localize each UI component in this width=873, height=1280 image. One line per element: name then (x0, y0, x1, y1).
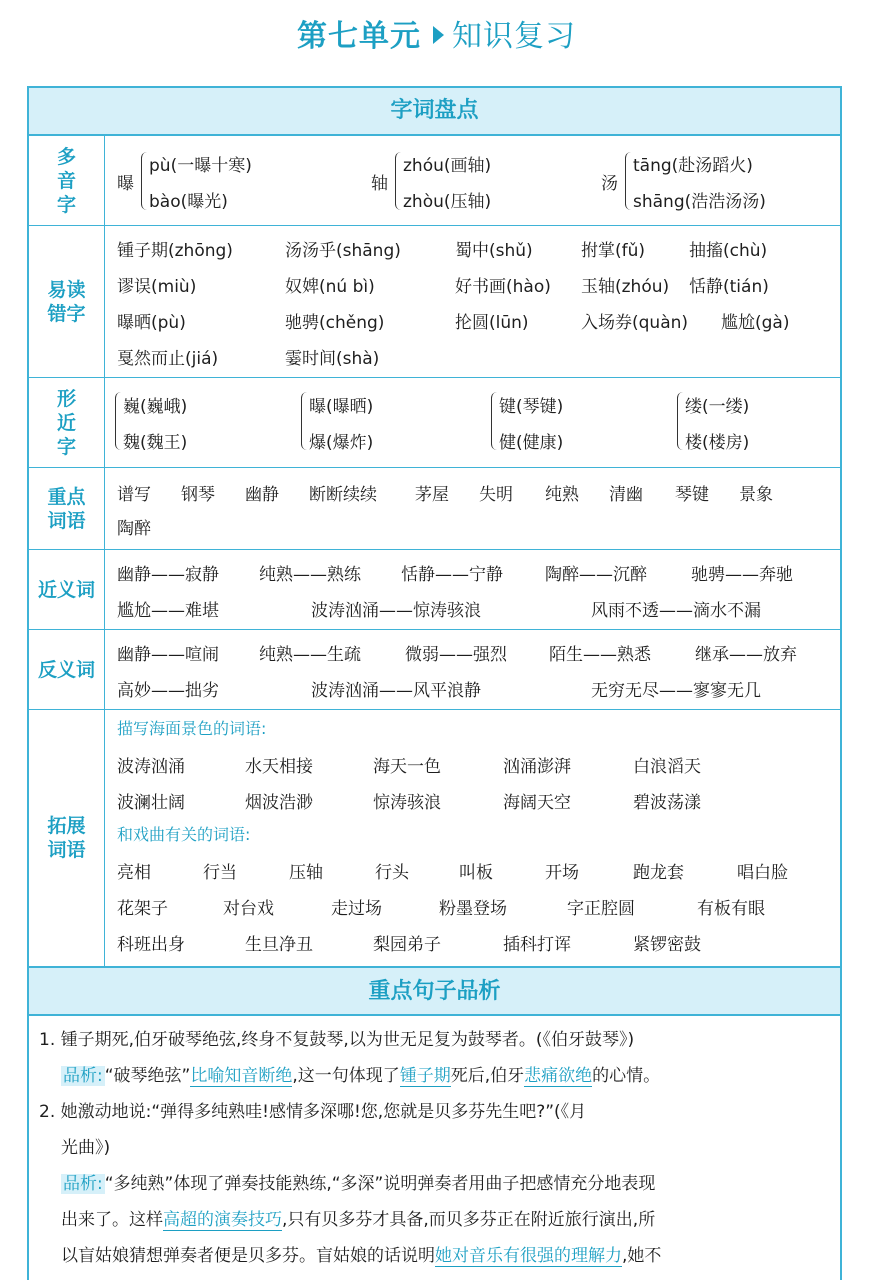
opera-word: 梨园弟子 (373, 935, 441, 955)
misread-item: 谬误(miù) (117, 277, 197, 297)
opera-word: 开场 (545, 863, 579, 883)
misread-item: 戛然而止(jiá) (117, 349, 219, 369)
opera-word: 字正腔圆 (567, 899, 635, 919)
opera-word: 对台戏 (223, 899, 274, 919)
opera-word: 科班出身 (117, 935, 185, 955)
keyword: 陶醉 (117, 519, 151, 539)
brace-icon (395, 152, 401, 210)
section-header-sentences: 重点句子品析 (29, 966, 840, 1016)
keyword: 幽静 (245, 485, 279, 505)
synonym-pair: 纯熟——熟练 (259, 565, 361, 585)
antonym-pair: 高妙——拙劣 (117, 681, 219, 701)
antonym-pair: 纯熟——生疏 (259, 645, 361, 665)
misread-item: 曝晒(pù) (117, 313, 186, 333)
misread-item: 恬静(tián) (689, 277, 769, 297)
sea-word: 波涛汹涌 (117, 757, 185, 777)
similar-char: 曝(曝晒) (309, 397, 374, 417)
antonym-pair: 波涛汹涌——风平浪静 (311, 681, 481, 701)
brace-icon (301, 392, 307, 450)
row-antonyms (29, 630, 840, 710)
synonym-pair: 风雨不透——滴水不漏 (591, 601, 761, 621)
row-synonyms (29, 550, 840, 630)
similar-content (115, 378, 830, 467)
misread-content (115, 226, 830, 377)
page-header (0, 8, 873, 66)
sentence-1: 1. 锺子期死,伯牙破琴绝弦,终身不复鼓琴,以为世无足复为鼓琴者。(《伯牙鼓琴》) (39, 1030, 635, 1050)
brace-icon (491, 392, 497, 450)
highlight: 高超的演奏技巧 (163, 1210, 282, 1230)
synonym-pair: 幽静——寂静 (117, 565, 219, 585)
opera-word: 叫板 (459, 863, 493, 883)
highlight: 她对音乐有很强的理解力 (435, 1246, 622, 1266)
row-label-synonyms: 近义词 (29, 550, 105, 629)
poly-reading: tāng(赴汤蹈火) (633, 156, 753, 176)
highlight: 悲痛欲绝 (524, 1066, 593, 1086)
opera-word: 生旦净丑 (245, 935, 313, 955)
misread-item: 汤汤乎(shāng) (285, 241, 401, 261)
opera-word: 花架子 (117, 899, 168, 919)
similar-char: 健(健康) (499, 433, 564, 453)
antonym-pair: 继承——放弃 (695, 645, 797, 665)
antonym-pair: 无穷无尽——寥寥无几 (591, 681, 761, 701)
misread-item: 抽搐(chù) (689, 241, 768, 261)
brace-icon (625, 152, 631, 210)
section-header-vocabulary: 字词盘点 (29, 88, 840, 136)
row-keywords (29, 468, 840, 550)
poly-char: 汤 (601, 174, 618, 194)
poly-reading: pù(一曝十寒) (149, 156, 252, 176)
opera-word: 亮相 (117, 863, 151, 883)
brace-icon (141, 152, 147, 210)
sea-word: 白浪滔天 (633, 757, 701, 777)
category-note-opera: 和戏曲有关的词语: (117, 825, 251, 844)
antonym-pair: 微弱——强烈 (405, 645, 507, 665)
similar-char: 魏(魏王) (123, 433, 188, 453)
highlight: 比喻知音断绝 (190, 1066, 293, 1086)
row-label-similar: 形 近 字 (29, 378, 105, 467)
opera-word: 粉墨登场 (439, 899, 507, 919)
synonym-pair: 恬静——宁静 (401, 565, 503, 585)
keywords-content (115, 468, 830, 549)
highlight: 锺子期 (399, 1066, 451, 1086)
keyword: 失明 (479, 485, 513, 505)
opera-word: 跑龙套 (633, 863, 684, 883)
sea-word: 烟波浩渺 (245, 793, 313, 813)
poly-reading: bào(曝光) (149, 192, 228, 212)
sea-word: 波澜壮阔 (117, 793, 185, 813)
misread-item: 驰骋(chěng) (285, 313, 385, 333)
analysis-1: 品析: “破琴绝弦”比喻知音断绝,这一句体现了锺子期死后,伯牙悲痛欲绝的心情。 (63, 1066, 661, 1086)
sentence-2-line-1: 2. 她激动地说:“弹得多纯熟哇!感情多深哪!您,您就是贝多芬先生吧?”(《月 (39, 1102, 587, 1122)
opera-word: 有板有眼 (697, 899, 765, 919)
row-label-antonyms: 反义词 (29, 630, 105, 709)
triangle-arrow-icon (433, 26, 444, 44)
misread-item: 尴尬(gà) (721, 313, 790, 333)
category-note-sea: 描写海面景色的词语: (117, 719, 267, 738)
misread-item: 锺子期(zhōng) (117, 241, 233, 261)
unit-title: 第七单元 (297, 19, 421, 54)
keyword: 钢琴 (181, 485, 215, 505)
misread-item: 霎时间(shà) (285, 349, 380, 369)
sea-word: 水天相接 (245, 757, 313, 777)
opera-word: 行当 (203, 863, 237, 883)
opera-word: 紧锣密鼓 (633, 935, 701, 955)
poly-char: 曝 (117, 174, 134, 194)
synonym-pair: 波涛汹涌——惊涛骇浪 (311, 601, 481, 621)
misread-item: 蜀中(shǔ) (455, 241, 533, 261)
sea-word: 碧波荡漾 (633, 793, 701, 813)
poly-reading: zhóu(画轴) (403, 156, 492, 176)
synonym-pair: 尴尬——难堪 (117, 601, 219, 621)
keyword: 景象 (739, 485, 773, 505)
misread-item: 奴婢(nú bì) (285, 277, 375, 297)
antonym-pair: 幽静——喧闹 (117, 645, 219, 665)
similar-char: 爆(爆炸) (309, 433, 374, 453)
misread-item: 入场券(quàn) (581, 313, 689, 333)
analysis-tag: 品析: (63, 1066, 103, 1086)
sea-word: 惊涛骇浪 (373, 793, 441, 813)
polyphonic-content (115, 136, 830, 225)
row-polyphonic (29, 136, 840, 226)
misread-item: 抡圆(lūn) (455, 313, 529, 333)
misread-item: 拊掌(fǔ) (581, 241, 646, 261)
similar-char: 缕(一缕) (685, 397, 750, 417)
poly-reading: shāng(浩浩汤汤) (633, 192, 766, 212)
row-label-polyphonic: 多 音 字 (29, 136, 105, 225)
similar-char: 楼(楼房) (685, 433, 750, 453)
sea-word: 海天一色 (373, 757, 441, 777)
opera-word: 唱白脸 (737, 863, 788, 883)
analysis-2-line-2: 出来了。这样高超的演奏技巧,只有贝多芬才具备,而贝多芬正在附近旅行演出,所 (61, 1210, 656, 1230)
opera-word: 行头 (375, 863, 409, 883)
row-misread (29, 226, 840, 378)
keyword: 清幽 (609, 485, 643, 505)
review-sheet (27, 86, 842, 1280)
synonym-pair: 驰骋——奔驰 (691, 565, 793, 585)
poly-reading: zhòu(压轴) (403, 192, 492, 212)
analysis-tag: 品析: (63, 1174, 103, 1194)
misread-item: 玉轴(zhóu) (581, 277, 670, 297)
keyword: 纯熟 (545, 485, 579, 505)
section-subtitle: 知识复习 (452, 19, 576, 54)
opera-word: 压轴 (289, 863, 323, 883)
misread-item: 好书画(hào) (455, 277, 551, 297)
brace-icon (115, 392, 121, 450)
row-label-keywords: 重点 词语 (29, 468, 105, 549)
analysis-2-line-3: 以盲姑娘猜想弹奏者便是贝多芬。盲姑娘的话说明她对音乐有很强的理解力,她不 (61, 1246, 662, 1266)
similar-char: 键(琴键) (499, 397, 564, 417)
row-extension (29, 710, 840, 966)
opera-word: 走过场 (331, 899, 382, 919)
sentence-2-line-2: 光曲》) (61, 1138, 111, 1158)
opera-word: 插科打诨 (503, 935, 571, 955)
row-similar (29, 378, 840, 468)
row-label-extension: 拓展 词语 (29, 710, 105, 966)
poly-char: 轴 (371, 174, 388, 194)
keyword: 断断续续 (309, 485, 377, 505)
analysis-2-line-1: 品析: “多纯熟”体现了弹奏技能熟练,“多深”说明弹奏者用曲子把感情充分地表现 (63, 1174, 656, 1194)
keyword: 琴键 (675, 485, 709, 505)
synonym-pair: 陶醉——沉醉 (545, 565, 647, 585)
synonyms-content (115, 550, 830, 629)
sea-word: 汹涌澎湃 (503, 757, 571, 777)
keyword: 茅屋 (415, 485, 449, 505)
extension-content (115, 710, 830, 966)
keyword: 谱写 (117, 485, 151, 505)
row-label-misread: 易读 错字 (29, 226, 105, 377)
antonym-pair: 陌生——熟悉 (549, 645, 651, 665)
similar-char: 巍(巍峨) (123, 397, 188, 417)
page-title (297, 19, 576, 54)
sea-word: 海阔天空 (503, 793, 571, 813)
antonyms-content (115, 630, 830, 709)
brace-icon (677, 392, 683, 450)
